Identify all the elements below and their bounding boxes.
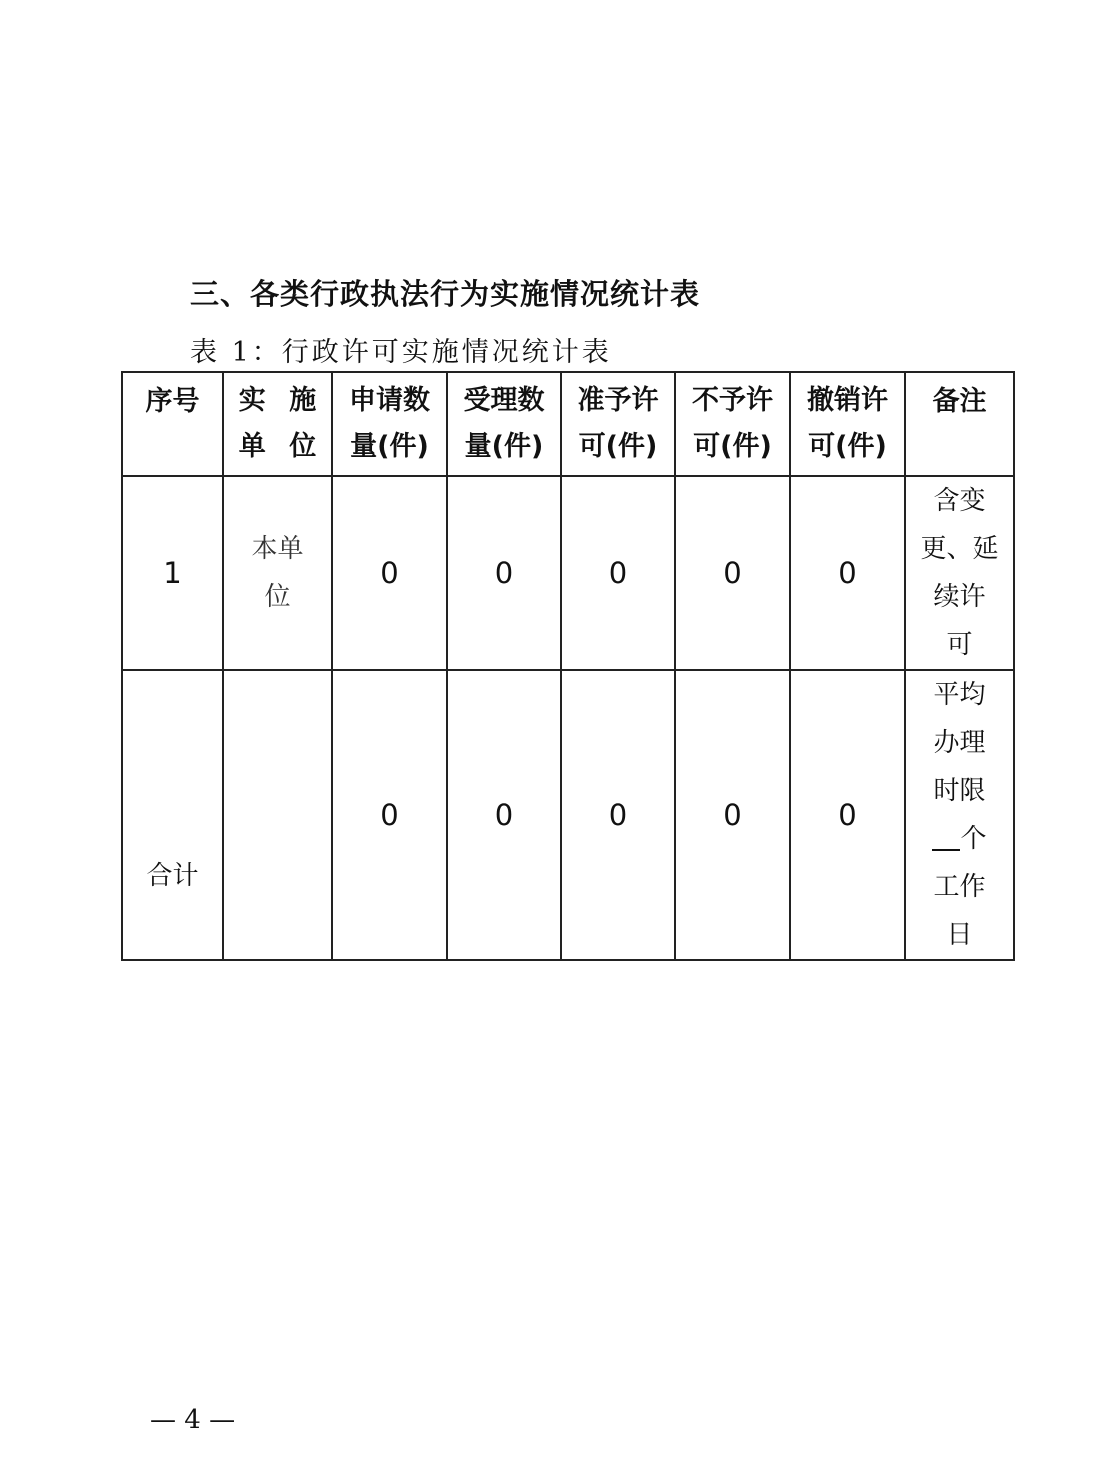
row-index: 1: [122, 476, 223, 670]
header-denied: 不予许 可(件): [675, 372, 790, 476]
row-accepted: 0: [447, 476, 561, 670]
row-unit: 本单 位: [223, 476, 332, 670]
total-label: 合计: [122, 670, 223, 960]
administrative-license-table: [121, 371, 1015, 961]
total-unit: [223, 670, 332, 960]
header-applications: 申请数 量(件): [332, 372, 447, 476]
row-denied: 0: [675, 476, 790, 670]
section-heading: 三、各类行政执法行为实施情况统计表: [190, 277, 701, 311]
header-remarks: 备注: [905, 372, 1014, 476]
header-accepted: 受理数 量(件): [447, 372, 561, 476]
total-approved: 0: [561, 670, 675, 960]
total-accepted: 0: [447, 670, 561, 960]
table-total-row: [122, 670, 1014, 960]
total-denied: 0: [675, 670, 790, 960]
header-index: 序号: [122, 372, 223, 476]
header-approved: 准予许 可(件): [561, 372, 675, 476]
row-remarks: 含变 更、延 续许 可: [905, 476, 1014, 670]
table-caption: 表 1：行政许可实施情况统计表: [190, 337, 612, 368]
table-header-row: [122, 372, 1014, 476]
header-unit: 实 施 单 位: [223, 372, 332, 476]
total-revoked: 0: [790, 670, 905, 960]
total-remarks: 平均 办理 时限 个 工作 日: [905, 670, 1014, 960]
row-applications: 0: [332, 476, 447, 670]
page-number: — 4 —: [150, 1405, 236, 1435]
header-revoked: 撤销许 可(件): [790, 372, 905, 476]
row-approved: 0: [561, 476, 675, 670]
row-revoked: 0: [790, 476, 905, 670]
blank-fill-line: [932, 829, 960, 851]
total-applications: 0: [332, 670, 447, 960]
table-row: [122, 476, 1014, 670]
